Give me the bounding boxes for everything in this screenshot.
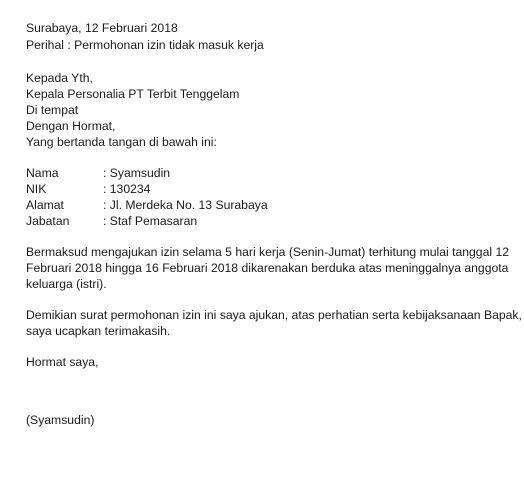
recipient-location: Di tempat: [26, 103, 79, 117]
subject-line: Perihal : Permohonan izin tidak masuk kerja: [26, 38, 264, 52]
place-date: Surabaya, 12 Februari 2018: [26, 21, 178, 35]
identity-label: Alamat: [26, 198, 64, 212]
body-paragraph-1-line-1: Bermaksud mengajukan izin selama 5 hari kerja (Senin-Jumat) terhitung mulai tanggal 12: [26, 245, 510, 259]
identity-row-position: [26, 213, 197, 229]
recipient-salutation: Kepada Yth,: [26, 71, 93, 85]
greeting: Dengan Hormat,: [26, 119, 116, 133]
identity-row-address: [26, 197, 268, 213]
identity-value: : Jl. Merdeka No. 13 Surabaya: [103, 198, 268, 212]
body-paragraph-1-line-3: keluarga (istri).: [26, 277, 107, 291]
identity-value: : Staf Pemasaran: [103, 214, 198, 228]
body-paragraph-1-line-2: Februari 2018 hingga 16 Februari 2018 dikarenakan berduka atas meninggalnya anggota: [26, 261, 509, 275]
identity-label: NIK: [26, 182, 47, 196]
body-paragraph-2-line-2: saya ucapkan terimakasih.: [26, 324, 171, 338]
identity-label: Nama: [26, 166, 59, 180]
identity-value: : Syamsudin: [103, 166, 171, 180]
intro-text: Yang bertanda tangan di bawah ini:: [26, 135, 217, 149]
identity-value: : 130234: [103, 182, 151, 196]
recipient-name: Kepala Personalia PT Terbit Tenggelam: [26, 87, 240, 101]
signature-name: (Syamsudin): [26, 413, 95, 427]
identity-row-nik: [26, 181, 150, 197]
body-paragraph-2-line-1: Demikian surat permohonan izin ini saya ajukan, atas perhatian serta kebijaksanaan Bapak,: [26, 308, 522, 322]
identity-label: Jabatan: [26, 214, 70, 228]
closing: Hormat saya,: [26, 355, 99, 369]
identity-row-name: [26, 165, 170, 181]
